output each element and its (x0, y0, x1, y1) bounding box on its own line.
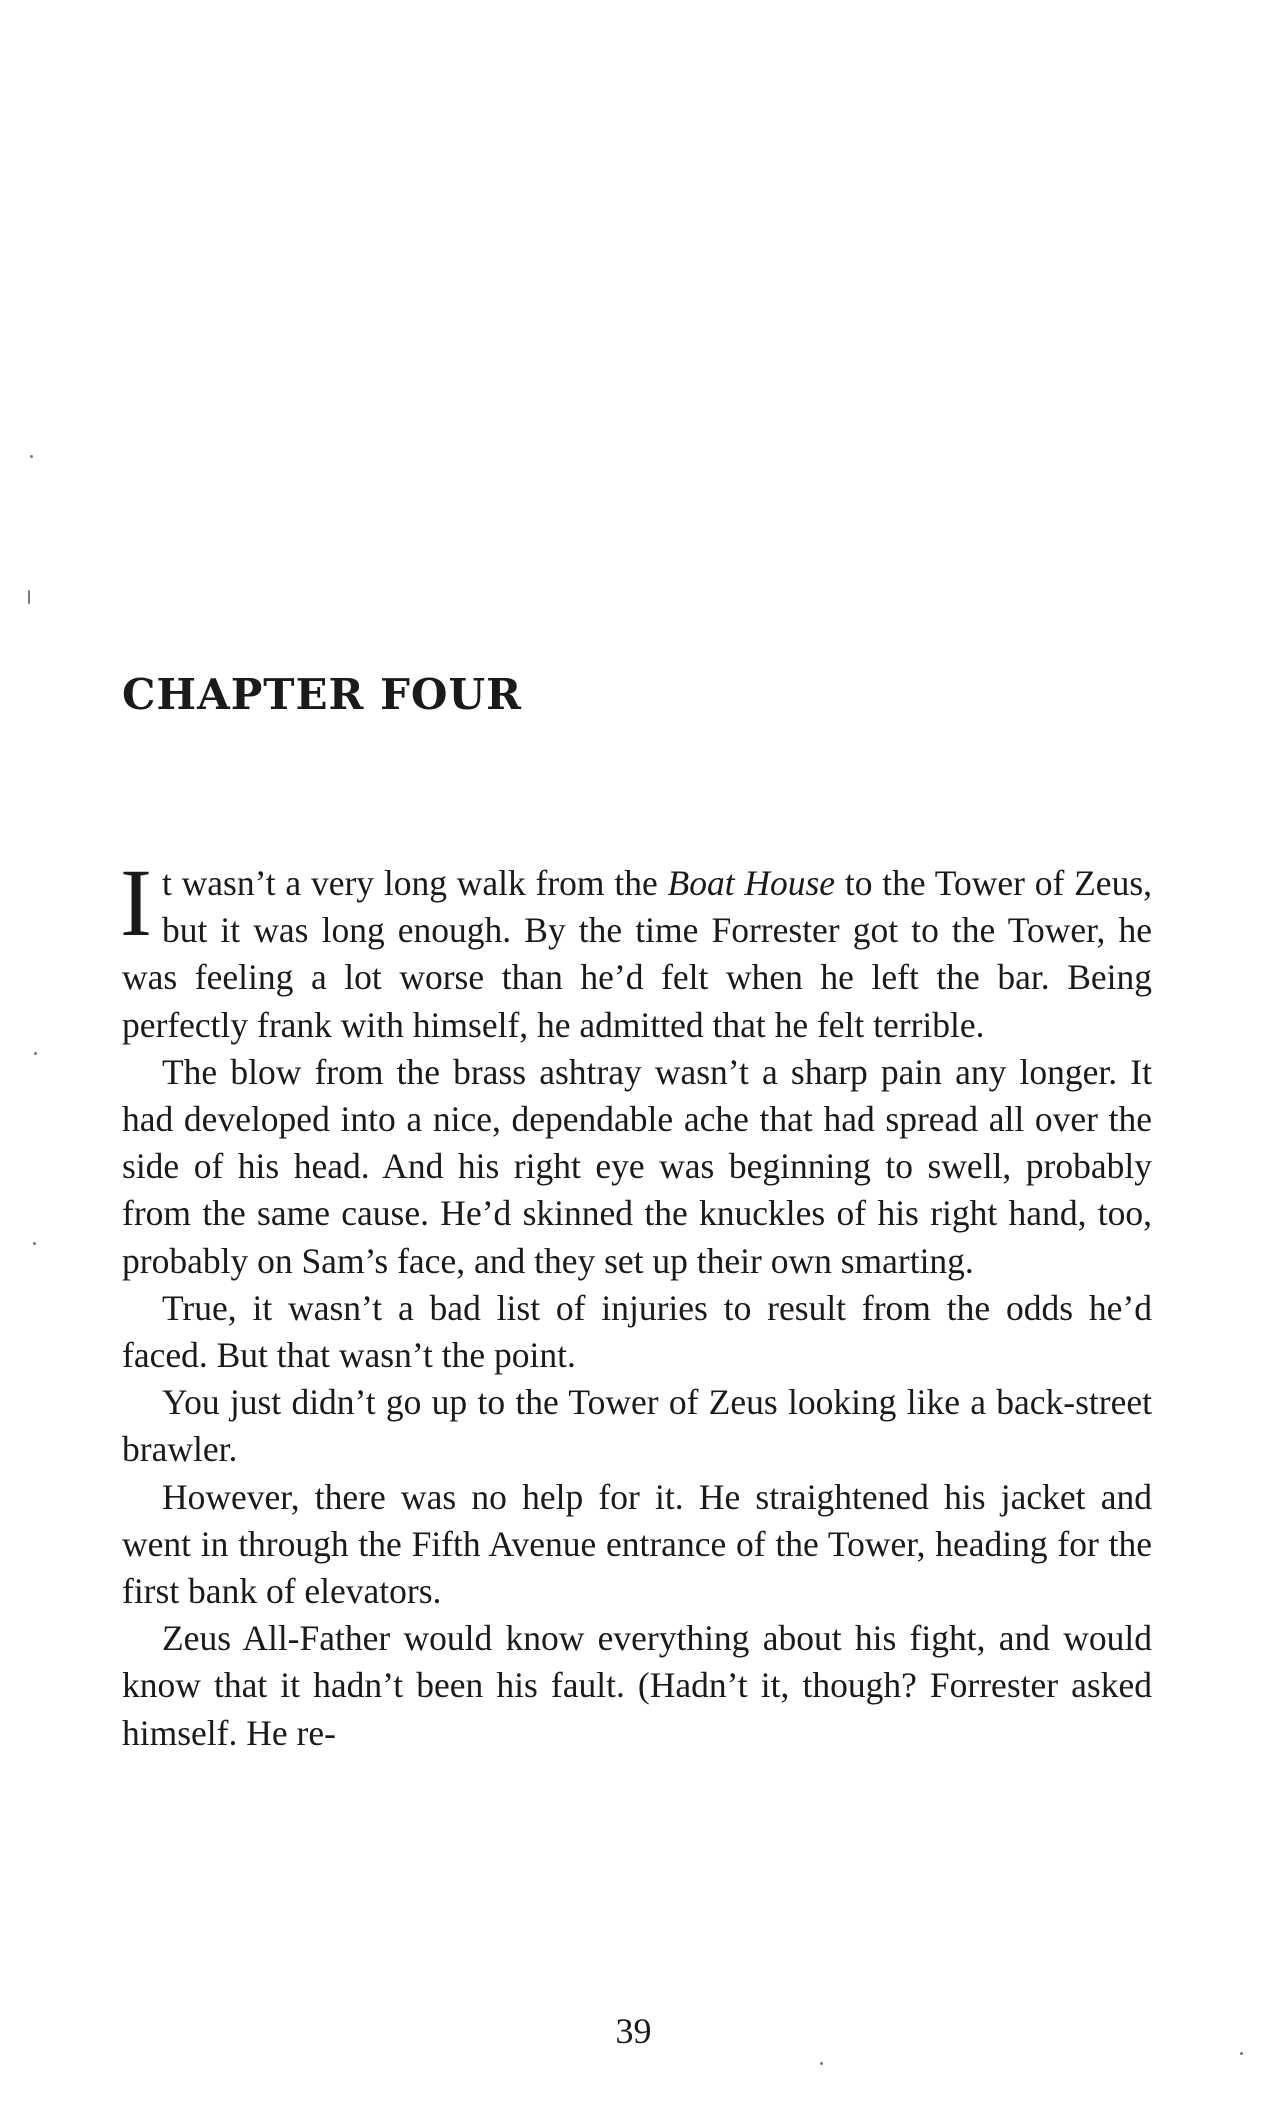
paragraph-1-text: t wasn’t a very long walk from the (161, 863, 668, 903)
scan-speck (28, 590, 30, 604)
page-number: 39 (615, 2011, 652, 2051)
paragraph-5: However, there was no help for it. He straightened his jacket and went in through the Fifth Avenue entrance of the Tower, heading for the first bank of elevators. (122, 1476, 1152, 1612)
scan-speck (30, 455, 33, 458)
paragraph-1-text-rest: to the Tower of Zeus, but it was long enough. By the time Forrester got to the Tower, he was feeling a lot worse than he’d felt when he left the bar. Being perfectly frank with himself, he admitted that he felt terrible. (122, 863, 1153, 1045)
chapter-body (120, 849, 1153, 1757)
scan-speck (820, 2062, 823, 2065)
scan-speck (33, 1242, 36, 1245)
chapter-title: CHAPTER FOUR (122, 670, 523, 719)
paragraph-2: The blow from the brass ashtray wasn’t a sharp pain any longer. It had developed into a nice, dependable ache that had spread all over the side of his head. And his right eye was beginning to swell, probably from the same cause. He’d skinned the knuckles of his right hand, too, probably on Sam’s face, and they set up their own smarting. (122, 1051, 1152, 1281)
paragraph-1 (120, 849, 1153, 1049)
paragraph-6: Zeus All-Father would know everything about his fight, and would know that it hadn’t been his fault. (Hadn’t it, though? Forrester asked himself. He re- (122, 1618, 1152, 1753)
paragraph-3: True, it wasn’t a bad list of injuries to result from the odds he’d faced. But that wasn’t the point. (122, 1287, 1152, 1376)
drop-cap: I (120, 849, 152, 956)
scan-speck (1240, 2052, 1243, 2055)
italic-place-name: Boat House (667, 863, 836, 903)
scan-speck (34, 1052, 37, 1055)
paragraph-4: You just didn’t go up to the Tower of Zeus looking like a back-street brawler. (122, 1382, 1152, 1470)
